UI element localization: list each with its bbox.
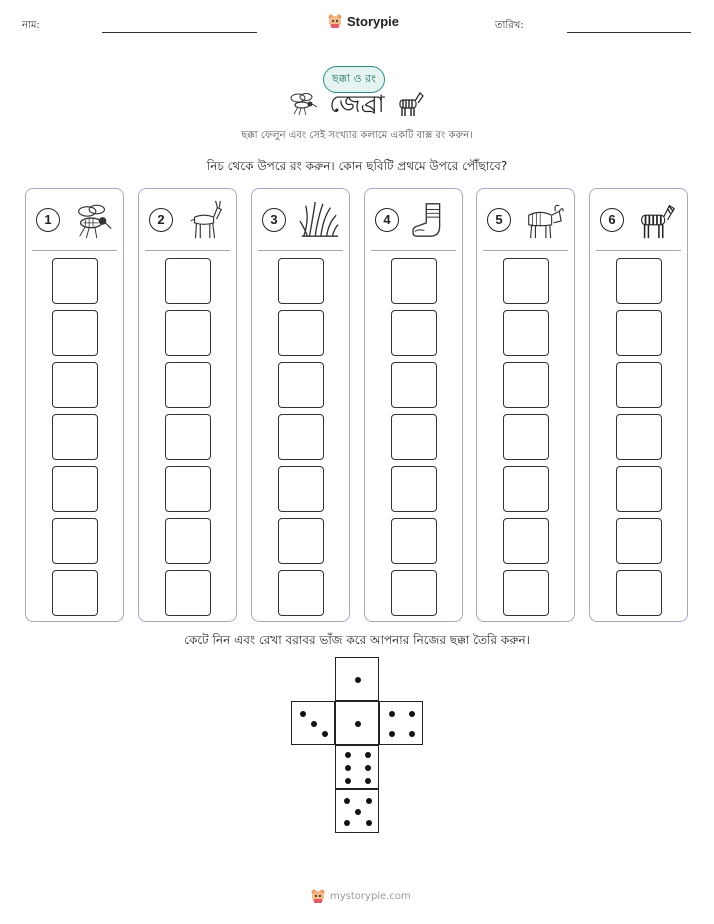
color-box[interactable] [391,570,437,616]
color-box[interactable] [165,362,211,408]
page-title: জেব্রা [329,90,385,118]
color-box[interactable] [391,310,437,356]
cut-instruction: কেটে নিন এবং রেখা বরাবর ভাঁজ করে আপনার নিজের ছক্কা তৈরি করুন। [184,633,530,647]
grass-icon [298,199,340,241]
wildebeest-icon [523,199,565,241]
dice-pip [389,711,395,717]
column-2 [138,188,237,622]
color-box[interactable] [503,570,549,616]
color-box[interactable] [616,362,662,408]
dice-pip [345,778,351,784]
color-box[interactable] [616,466,662,512]
dice-pip [365,752,371,758]
dice-pip [366,820,372,826]
dice-pip [365,765,371,771]
column-divider [483,250,568,251]
bear-logo-icon [327,13,343,29]
column-6 [589,188,688,622]
color-box[interactable] [391,258,437,304]
color-box[interactable] [52,518,98,564]
dice-pip [345,765,351,771]
color-box[interactable] [165,414,211,460]
bear-logo-icon [310,888,326,904]
column-divider [371,250,456,251]
color-box[interactable] [391,414,437,460]
color-box[interactable] [391,466,437,512]
dice-pip [322,731,328,737]
mosquito-icon [288,90,318,116]
column-header [149,199,229,243]
dice-pip [409,731,415,737]
color-box[interactable] [278,414,324,460]
dice-face-1 [335,657,379,701]
dice-pip [409,711,415,717]
column-header [600,199,680,243]
color-box[interactable] [616,414,662,460]
color-box[interactable] [278,518,324,564]
color-box[interactable] [165,570,211,616]
dice-face-1 [335,701,379,745]
dice-face-5 [335,789,379,833]
column-5 [476,188,575,622]
dice-pip [300,711,306,717]
dice-pip [355,721,361,727]
zebra-icon [636,199,678,241]
column-divider [596,250,681,251]
game-type-badge: ছক্কা ও রং [323,66,385,93]
color-box[interactable] [616,310,662,356]
color-box[interactable] [391,362,437,408]
column-3 [251,188,350,622]
brand-name: Storypie [347,13,400,29]
brand-logo [327,13,399,29]
zebra-icon [396,90,424,118]
dice-pip [355,809,361,815]
color-box[interactable] [503,258,549,304]
color-box[interactable] [278,258,324,304]
color-box[interactable] [616,518,662,564]
color-box[interactable] [52,310,98,356]
color-box[interactable] [278,310,324,356]
color-box[interactable] [278,362,324,408]
sock-icon [411,199,453,241]
footer [310,888,411,904]
color-box[interactable] [391,518,437,564]
color-box[interactable] [503,518,549,564]
color-box[interactable] [616,570,662,616]
color-box[interactable] [52,362,98,408]
color-box[interactable] [165,466,211,512]
dice-pip [345,752,351,758]
color-box[interactable] [165,310,211,356]
footer-url[interactable]: mystorypie.com [330,890,411,902]
date-line[interactable] [567,32,691,33]
column-number: 3 [262,208,286,232]
column-divider [32,250,117,251]
dice-pip [311,721,317,727]
column-header [375,199,455,243]
column-divider [145,250,230,251]
color-box[interactable] [52,466,98,512]
gazelle-icon [185,199,227,241]
column-header [487,199,567,243]
column-1 [25,188,124,622]
column-number: 4 [375,208,399,232]
dice-pip [355,677,361,683]
color-box[interactable] [503,310,549,356]
dice-face-6 [335,745,379,789]
column-header [262,199,342,243]
column-divider [258,250,343,251]
column-4 [364,188,463,622]
column-number: 6 [600,208,624,232]
question-text: নিচ থেকে উপরে রং করুন। কোন ছবিটি প্রথমে উপরে পৌঁছাবে? [206,159,508,173]
date-label: তারিখ: [495,20,524,31]
dice-pip [389,731,395,737]
name-label: নাম: [22,20,40,31]
dice-pip [344,820,350,826]
color-box[interactable] [52,258,98,304]
dice-face-3 [291,701,335,745]
column-number: 1 [36,208,60,232]
dice-pip [366,798,372,804]
color-box[interactable] [165,518,211,564]
color-box[interactable] [503,466,549,512]
column-number: 2 [149,208,173,232]
dice-pip [344,798,350,804]
color-box[interactable] [52,414,98,460]
color-box[interactable] [503,414,549,460]
color-box[interactable] [52,570,98,616]
column-number: 5 [487,208,511,232]
column-header [36,199,116,243]
dice-pip [365,778,371,784]
name-line[interactable] [102,32,257,33]
color-box[interactable] [616,258,662,304]
instruction-text: ছক্কা ফেলুন এবং সেই সংখ্যার কলামে একটি বাক্স রং করুন। [241,130,473,141]
color-box[interactable] [278,570,324,616]
color-box[interactable] [278,466,324,512]
mosquito-icon [72,199,114,241]
color-box[interactable] [503,362,549,408]
dice-face-4 [379,701,423,745]
color-box[interactable] [165,258,211,304]
